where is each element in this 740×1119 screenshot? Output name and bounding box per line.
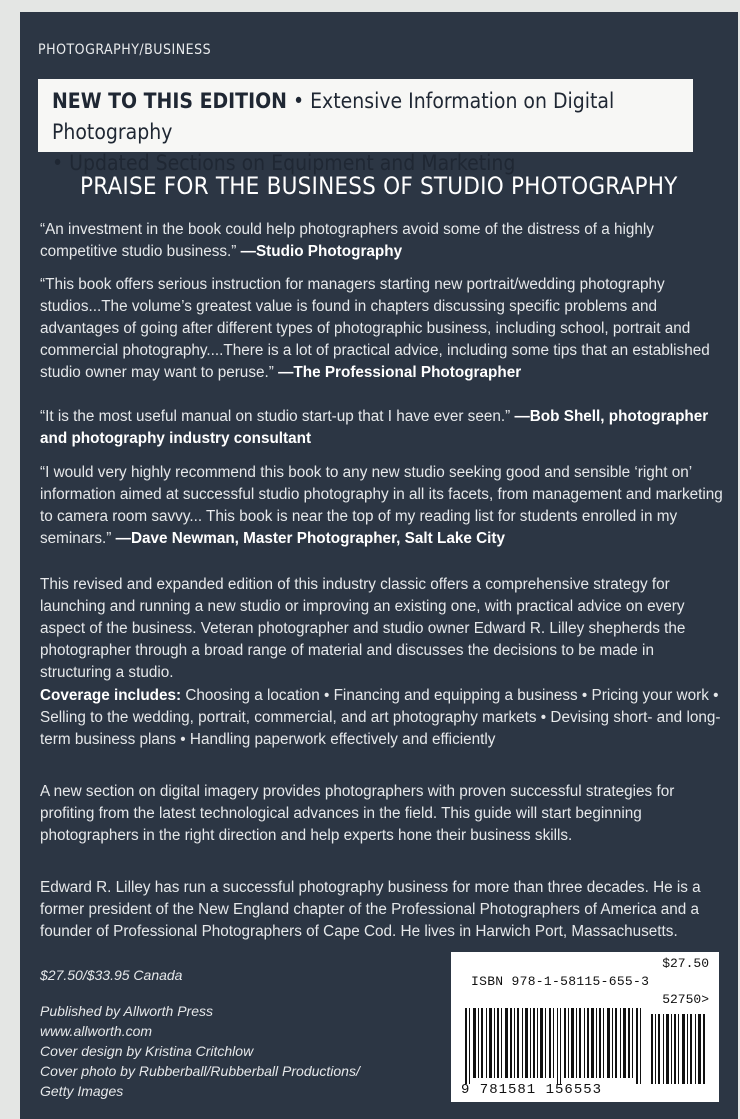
author-bio: Edward R. Lilley has run a successful photography business for more than three decades. He is a former president of the New England chapter of the Professional Photographers of America and a founder of Professional Photographers of Cape Cod. He lives in Harwich Port, Massachusetts. (40, 879, 701, 940)
quote-4 (40, 462, 724, 550)
coverage-text: Choosing a location • Financing and equipping a business • Pricing your work • Selling to the wedding, portrait, commercial, and art photography markets • Devising short- and long-term business plans • Handling paperwork effectively and efficiently (40, 687, 721, 748)
quote-2-text: “This book offers serious instruction for managers starting new portrait/wedding photography studios...The volume’s greatest value is found in chapters discussing specific problems and advantages of going after different types of photographic business, including school, portrait and commercial photography....There is a lot of practical advice, including some tips that an established studio owner may want to peruse.” (40, 276, 710, 381)
new-edition-lead: NEW TO THIS EDITION (52, 89, 287, 113)
new-edition-line-1: • Extensive Information on Digital Photography (52, 89, 615, 144)
quote-1-source: —Studio Photography (240, 243, 403, 260)
quote-3 (40, 406, 724, 450)
barcode-isbn: ISBN 978-1-58115-655-3 (471, 974, 650, 989)
barcode-digits: 9 781581 156553 (461, 1082, 603, 1098)
quote-3-text: “It is the most useful manual on studio start-up that I have ever seen.” (40, 408, 515, 425)
quote-2 (40, 274, 724, 384)
quote-1-text: “An investment in the book could help photographers avoid some of the distress of a highly competitive studio business.” (40, 221, 654, 260)
credit-publisher: Published by Allworth Press (40, 1003, 214, 1019)
new-edition-box (38, 79, 693, 175)
coverage-paragraph (40, 685, 724, 751)
credit-cover-design: Cover design by Kristina Critchlow (40, 1043, 254, 1059)
quote-4-text: “I would very highly recommend this book to any new studio seeking good and sensible ‘right on’ information aimed at successful studio photography in all its facets, from management and marketing to camera room savvy... This book is near the top of my reading list for students enrolled in my seminars.” (40, 464, 723, 547)
praise-title: PRAISE FOR THE BUSINESS OF STUDIO PHOTOGRAPHY (80, 172, 678, 200)
credit-cover-photo-2: Getty Images (40, 1083, 124, 1099)
barcode-price: $27.50 (662, 956, 709, 971)
new-edition-line-2: • Updated Sections on Equipment and Marketing (52, 151, 516, 175)
credit-website: www.allworth.com (40, 1023, 153, 1039)
book-back-cover (20, 12, 738, 1119)
price-line: $27.50/$33.95 Canada (40, 967, 183, 983)
credit-cover-photo: Cover photo by Rubberball/Rubberball Productions/ (40, 1063, 360, 1079)
digital-paragraph: A new section on digital imagery provides photographers with proven successful strategies for profiting from the latest technological advances in the field. This guide will start beginning photographers in the right direction and help experts hone their business skills. (40, 783, 675, 844)
quote-3-source: —Bob Shell, photographer and photography industry consultant (40, 408, 709, 447)
credits (40, 1001, 440, 1101)
barcode-addon-digits: 52750> (662, 992, 709, 1007)
barcode-box (451, 952, 719, 1102)
quote-1 (40, 219, 724, 263)
barcode-bars (465, 1008, 709, 1084)
coverage-label: Coverage includes: (40, 687, 182, 704)
description-paragraph: This revised and expanded edition of this industry classic offers a comprehensive strategy for launching and running a new studio or improving an existing one, with practical advice on every aspect of the business. Veteran photographer and studio owner Edward R. Lilley shepherds the photographer through a broad range of material and discusses the decisions to be made in structuring a studio. (40, 576, 686, 681)
quote-2-source: —The Professional Photographer (278, 364, 522, 381)
quote-4-source: —Dave Newman, Master Photographer, Salt Lake City (115, 530, 505, 547)
category-label: PHOTOGRAPHY/BUSINESS (38, 42, 212, 58)
